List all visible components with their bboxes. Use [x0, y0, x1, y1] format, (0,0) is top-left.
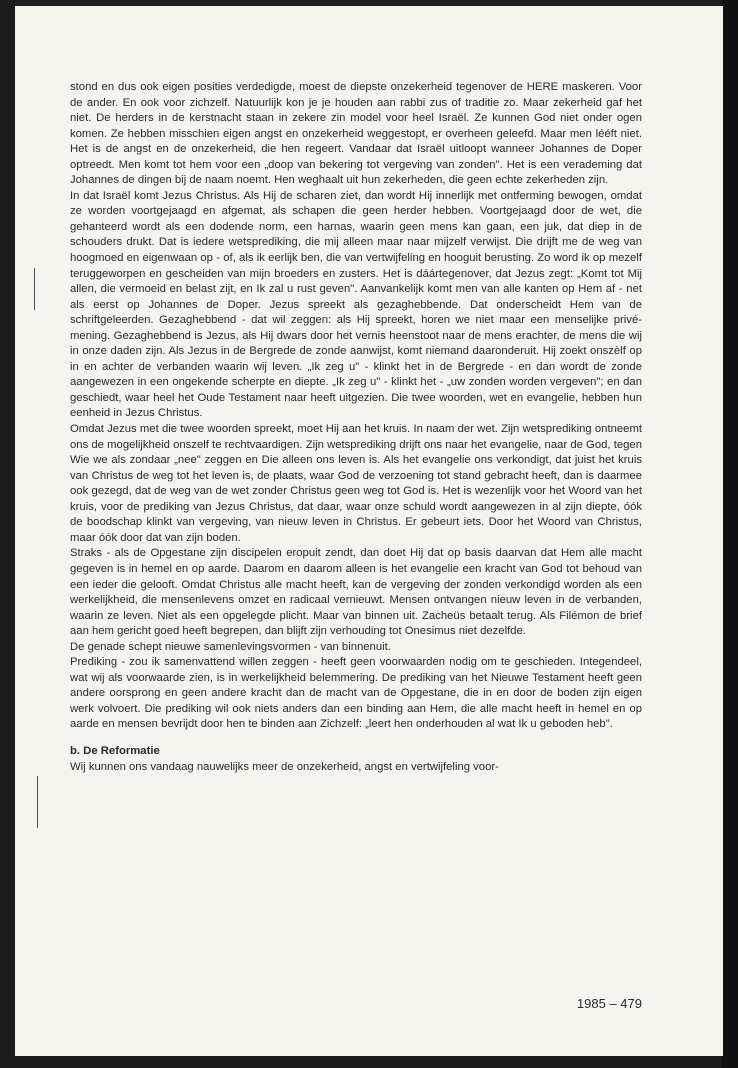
margin-mark [37, 776, 38, 828]
page-number: 1985 – 479 [576, 996, 642, 1011]
paragraph: De genade schept nieuwe samenlevingsvormen - van binnenuit. [70, 640, 391, 653]
paragraph: Omdat Jezus met die twee woorden spreekt, moet Hij aan het kruis. In naam der wet. Zijn wetsprediking ontneemt ons de mogelijkheid onszelf te rechtvaardigen. Zijn wetsprediking drijft ons naar het evangelie, naar de God, tegen Wie we als zondaar „nee" zeggen en Die alleen ons leven is. Als het evangelie ons verkondigt, dat juist het kruis van Christus de weg tot het leven is, de plaats, waar God de verzoening tot stand gebracht heeft, dan is daarmee ook gezegd, dat de weg van de wet zonder Christus geen weg tot God is. Het is wezenlijk voor het Woord van het kruis, voor de prediking van Jezus Christus, dat daar, waar onze schuld wordt aangewezen in al zijn diepte, óók de boodschap klinkt van vergeving, van nieuw leven in Christus. Er gebeurt iets. Door het Woord van Christus, maar óók door dat van zijn boden. [70, 423, 642, 544]
margin-mark [34, 268, 35, 310]
paragraph: In dat Israël komt Jezus Christus. Als Hij de scharen ziet, dan wordt Hij innerlijk met ontferming bewogen, omdat ze worden voortgejaagd en afgemat, als schapen die geen herder hebben. Voortgejaagd door de wet, die gehanteerd wordt als een dodende norm, een harnas, waarin geen mens kan gaan, een juk, dat diep in de schouders drukt. Dat is iedere wetsprediking, die mij alleen maar naar mijzelf verwijst. Die drijft me de weg van hoogmoed en eigenwaan op - of, als ik eerlijk ben, die van vertwijfeling en hooguit berusting. Zo word ik op mezelf teruggeworpen en gescheiden van mijn broeders en zusters. Het is dáártegenover, dat Jezus zegt: „Komt tot Mij allen, die vermoeid en belast zijt, en Ik zal u rust geven". Aanvankelijk komt men van alle kanten op Hem af - net als eerst op Johannes de Doper. Jezus spreekt als gezaghebbende. Dat onderscheidt Hem van de schriftgeleerden. Gezaghebbend - dat wil zeggen: als Hij spreekt, horen we niet maar een menselijke privé-mening. Gezaghebbend is Jezus, als Hij dwars door het vernis heenstoot naar de mens erachter, de mens die wij in onze daden zijn. Als Jezus in de Bergrede de zonde aanwijst, komt niemand daaronderuit. Hij zoekt onszèlf op in en achter de verbanden waarin wij leven. „Ik zeg u" - klinkt het in de Bergrede - en dan wordt de zonde aangewezen in een ongekende scherpte en diepte. „Ik zeg u" - klinkt het - „uw zonden worden vergeven"; en dan geschiedt, waar heel het Oude Testament naar heeft uitgezien. Die twee woorden, wet en evangelie, hebben hun eenheid in Jezus Christus. [70, 189, 642, 420]
section-heading: b. De Reformatie [70, 744, 160, 757]
paragraph: Prediking - zou ik samenvattend willen zeggen - heeft geen voorwaarden nodig om te geschieden. Integendeel, wat wij als voorwaarde zien, is in werkelijkheid belemmering. De prediking van het Nieuwe Testament heeft geen andere oorsprong en geen andere kracht dan de macht van de Opgestane, die in en door de boden zijn eigen werk volvoert. Die prediking wil ook niets anders dan een binding aan Hem, die alle macht heeft in hemel en op aarde en mensen bevrijdt door hen te binden aan Zichzelf: „leert hen onderhouden al wat Ik u geboden heb". [70, 656, 642, 731]
paragraph: Straks - als de Opgestane zijn discipelen eropuit zendt, dan doet Hij dat op basis daarvan dat Hem alle macht gegeven is in hemel en op aarde. Daarom en daarom alleen is het evangelie een kracht van God tot behoud van een ieder die gelooft. Omdat Christus alle macht heeft, kan de vergeving der zonden verkondigd worden als een werkelijkheid, die mensenlevens omzet en radicaal vernieuwt. Mensen ontvangen nieuw leven in de verbanden, waarin ze leven. Niet als een opgelegde plicht. Maar van binnen uit. Zacheüs betaalt terug. Als Filémon de brief aan hem gericht goed heeft begrepen, dan blijft zijn verhouding tot Onesimus niet dezelfde. [70, 547, 642, 638]
scan-edge-right [722, 0, 738, 1068]
body-text [70, 80, 642, 775]
paragraph: Wij kunnen ons vandaag nauwelijks meer de onzekerheid, angst en vertwijfeling voor- [70, 760, 499, 773]
paragraph: stond en dus ook eigen posities verdedigde, moest de diepste onzekerheid tegenover de HERE maskeren. Voor de ander. En ook voor zichzelf. Natuurlijk kon je je houden aan rabbi zus of traditie zo. Maar zekerheid gaf het niet. De herders in de kerstnacht staan in zekere zin model voor heel Israël. Ze kunnen God niet onder ogen komen. Ze hebben misschien eigen angst en onzekerheid weggestopt, er overheen geleefd. Maar men lééft niet. Het is de angst en de onzekerheid, die hen regeert. Vandaar dat Israël uitloopt wanneer Johannes de Doper optreedt. Men komt tot hem voor een „doop van bekering tot vergeving van zonden". Het is een verademing dat Johannes de dingen bij de naam noemt. Hen weghaalt uit hun zekerheden, die geen echte zekerheden zijn. [70, 81, 642, 187]
